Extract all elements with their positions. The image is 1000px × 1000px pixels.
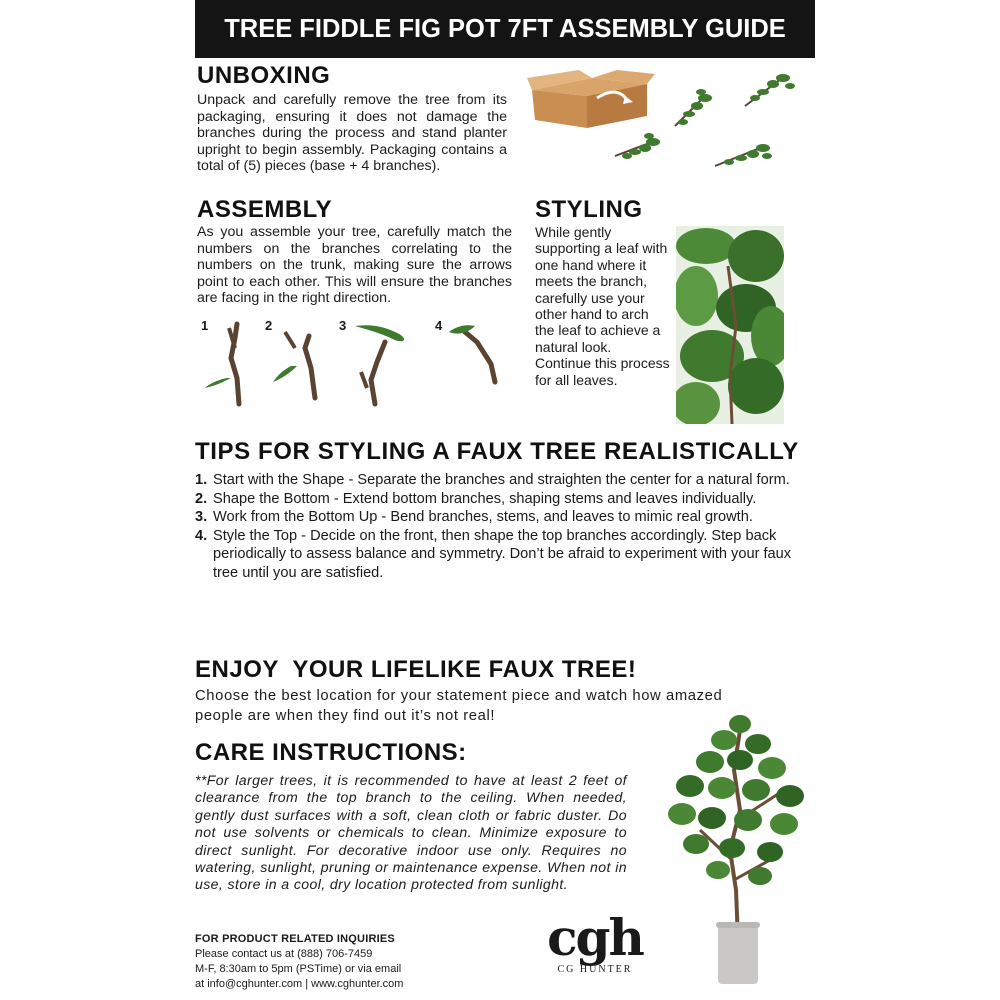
enjoy-heading: ENJOY YOUR LIFELIKE FAUX TREE! [195, 656, 637, 683]
branch-step-1-icon [201, 318, 261, 408]
tip-item-2 [195, 490, 815, 509]
tip-item-3 [195, 508, 815, 527]
tips-heading: TIPS FOR STYLING A FAUX TREE REALISTICALLY [195, 438, 799, 465]
logo-wordmark: CG HUNTER [557, 964, 633, 975]
potted-fig-tree-icon [660, 710, 815, 985]
assembly-step-4 [435, 318, 505, 408]
care-text: **For larger trees, it is recommended to have at least 2 feet of clearance from the top branch to the ceiling. When needed, gently dust surfaces with a soft, clean cloth or fabric duster. Do not use solvents or chemicals to clean. Minimize exposure to direct sunlight. For decorative indoor use only. Requires no watering, sunlight, pruning or maintenance expense. When not in use, store in a cool, dry location protected from sunlight. [195, 772, 627, 893]
inquiries-block [195, 932, 495, 992]
branch-step-3-icon [339, 318, 409, 408]
step-number: 3 [339, 318, 347, 333]
tip-number: 4. [195, 527, 208, 544]
inquiries-contact-links[interactable]: at info@cghunter.com | www.cghunter.com [195, 978, 404, 990]
fig-leaves-photo [676, 226, 784, 424]
tips-list [195, 471, 815, 583]
assembly-text: As you assemble your tree, carefully match the numbers on the branches correlating to the numbers on the trunk, making sure the arrows point to each other. This will ensure the branches are facing in the right direction. [197, 224, 512, 307]
inquiries-title: FOR PRODUCT RELATED INQUIRIES [195, 933, 395, 945]
branch-step-4-icon [435, 318, 505, 408]
assembly-step-1 [201, 318, 271, 408]
fig-branches-icon [605, 66, 815, 186]
step-number: 4 [435, 318, 443, 333]
inquiries-phone: Please contact us at (888) 706-7459 [195, 948, 373, 960]
logo-mark: cgh [547, 908, 643, 967]
assembly-step-2 [265, 318, 335, 408]
unboxing-text: Unpack and carefully remove the tree from its packaging, ensuring it does not damage the branches during the process and stand planter upright to begin assembly. Packaging contains a total of (5) pieces (base + 4 branches). [197, 92, 507, 175]
step-number: 2 [265, 318, 273, 333]
unboxing-heading: UNBOXING [197, 62, 331, 89]
step-number: 1 [201, 318, 209, 333]
styling-text: While gently supporting a leaf with one hand where it meets the branch, carefully use your other hand to arch the leaf to achieve a natural look. Continue this process for all leaves. [535, 224, 670, 388]
assembly-step-3 [339, 318, 409, 408]
assembly-guide-page [195, 0, 815, 1000]
tip-text: Shape the Bottom - Extend bottom branches, shaping stems and leaves individually. [213, 490, 757, 507]
branch-step-2-icon [265, 318, 325, 408]
tip-item-4 [195, 527, 815, 583]
tip-number: 1. [195, 472, 208, 488]
tip-text: Start with the Shape - Separate the branches and straighten the center for a natural form. [213, 472, 790, 488]
enjoy-text: Choose the best location for your statement piece and watch how amazed people are when they find out it’s not real! [195, 688, 723, 724]
care-heading: CARE INSTRUCTIONS: [195, 739, 467, 766]
tip-text: Work from the Bottom Up - Bend branches, stems, and leaves to mimic real growth. [213, 509, 753, 526]
tip-number: 3. [195, 509, 208, 526]
tip-item-1 [195, 471, 815, 490]
tip-number: 2. [195, 490, 208, 507]
tip-text: Style the Top - Decide on the front, then shape the top branches accordingly. Step back periodically to assess balance and symmetry. Don’t be afraid to experiment with your faux tree until you are satisfied. [213, 527, 792, 581]
cg-hunter-logo [535, 908, 655, 1000]
styling-heading: STYLING [535, 196, 643, 223]
inquiries-hours: M-F, 8:30am to 5pm (PSTime) or via email [195, 963, 402, 975]
assembly-heading: ASSEMBLY [197, 196, 333, 223]
page-title: TREE FIDDLE FIG POT 7FT ASSEMBLY GUIDE [195, 0, 815, 58]
